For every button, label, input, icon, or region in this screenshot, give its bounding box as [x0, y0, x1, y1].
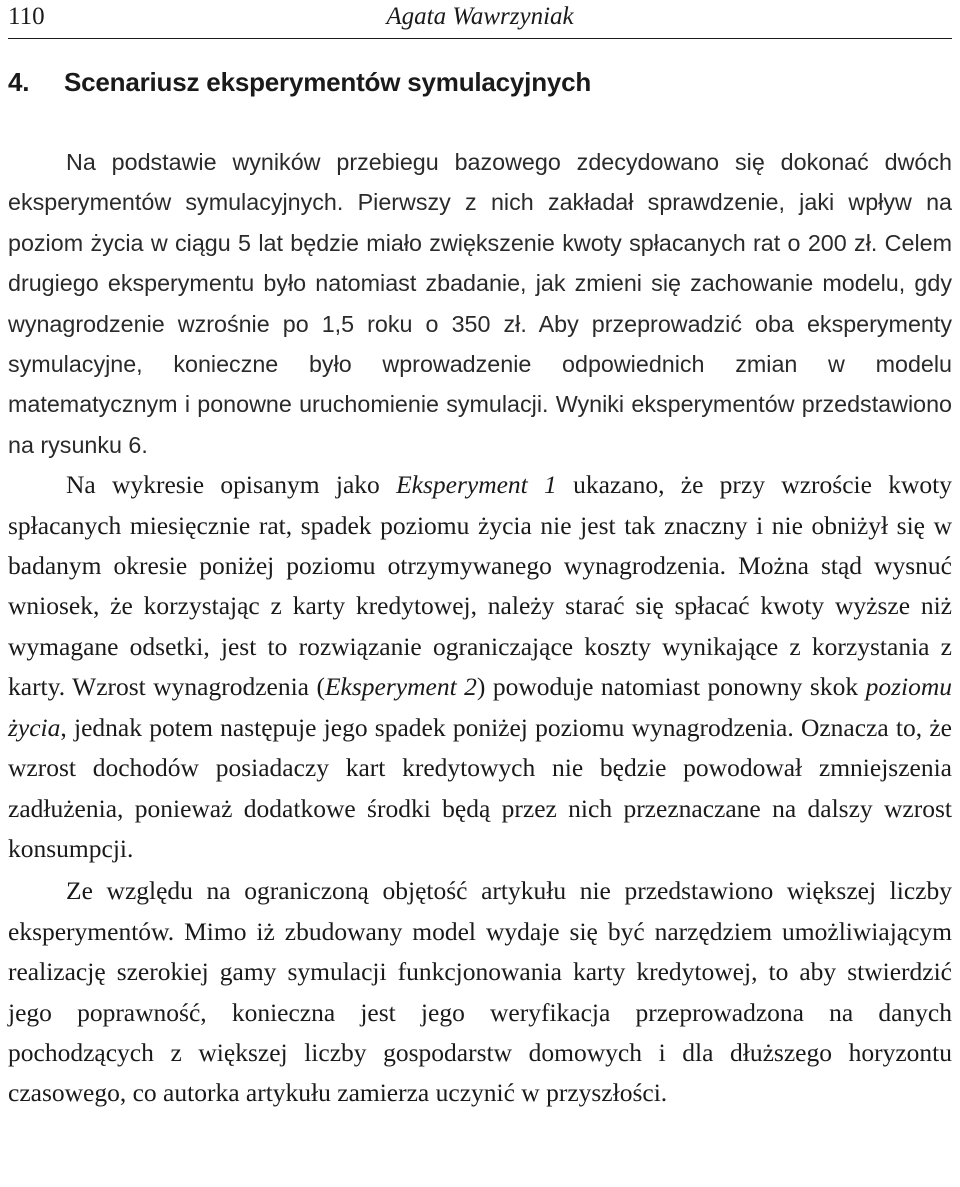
paragraph-experiment-results	[8, 465, 952, 869]
running-header	[8, 0, 952, 39]
paragraph-experiments-intro: Na podstawie wyników przebiegu bazowego zdecydowano się dokonać dwóch eksperymentów symulacyjnych. Pierwszy z nich zakładał sprawdzenie, jaki wpływ na poziom życia w ciągu 5 lat będzie miało zwiększenie kwoty spłacanych rat o 200 zł. Celem drugiego eksperymentu było natomiast zbadanie, jak zmieni się zachowanie modelu, gdy wynagrodzenie wzrośnie po 1,5 roku o 350 zł. Aby przeprowadzić oba eksperymenty symulacyjne, konieczne było wprowadzenie odpowiednich zmian w modelu matematycznym i ponowne uruchomienie symulacji. Wyniki eksperymentów przedstawiono na rysunku 6.	[8, 149, 952, 458]
body-text	[8, 142, 952, 1114]
section-number: 4.	[8, 67, 30, 97]
running-header-author: Agata Wawrzyniak	[386, 3, 574, 30]
section-title: Scenariusz eksperymentów symulacyjnych	[64, 67, 592, 97]
section-heading	[8, 64, 591, 100]
paragraph-text: , jednak potem następuje jego spadek poniżej poziomu wynagrodzenia. Oznacza to, że wzrost dochodów posiadaczy kart kredytowych nie będzie powodował zmniejszenia zadłużenia, ponieważ dodatkowe środki będą przez nich przeznaczane na dalszy wzrost konsumpcji.	[8, 712, 952, 863]
experiment-2-label: Eksperyment 2	[324, 672, 477, 702]
paragraph-conclusion: Ze względu na ograniczoną objętość artykułu nie przedstawiono większej liczby eksperymentów. Mimo iż zbudowany model wydaje się być narzędziem umożliwiającym realizację szerokiej gamy symulacji funkcjonowania karty kredytowej, to aby stwierdzić jego poprawność, konieczna jest jego weryfikacja przeprowadzona na danych pochodzących z większej liczby gospodarstw domowych i dla dłuższego horyzontu czasowego, co autorka artykułu zamierza uczynić w przyszłości.	[8, 876, 952, 1108]
paragraph-text: Na wykresie opisanym jako	[66, 470, 397, 500]
paragraph-text: ukazano, że przy wzroście kwoty spłacanych miesięcznie rat, spadek poziomu życia nie jest tak znaczny i nie obniżył się w badanym okresie poniżej poziomu otrzymywanego wynagrodzenia. Można stąd wysnuć wniosek, że korzystając z karty kredytowej, należy starać się spłacać kwoty wyższe niż wymagane odsetki, jest to rozwiązanie ograniczające koszty wynikające z korzystania z karty. Wzrost wynagrodzenia (	[8, 470, 952, 702]
experiment-1-label: Eksperyment 1	[396, 470, 557, 500]
page-number: 110	[8, 3, 45, 30]
standard-of-living-term: poziomu życia	[8, 672, 952, 742]
paragraph-text: ) powoduje natomiast ponowny skok	[476, 672, 866, 702]
